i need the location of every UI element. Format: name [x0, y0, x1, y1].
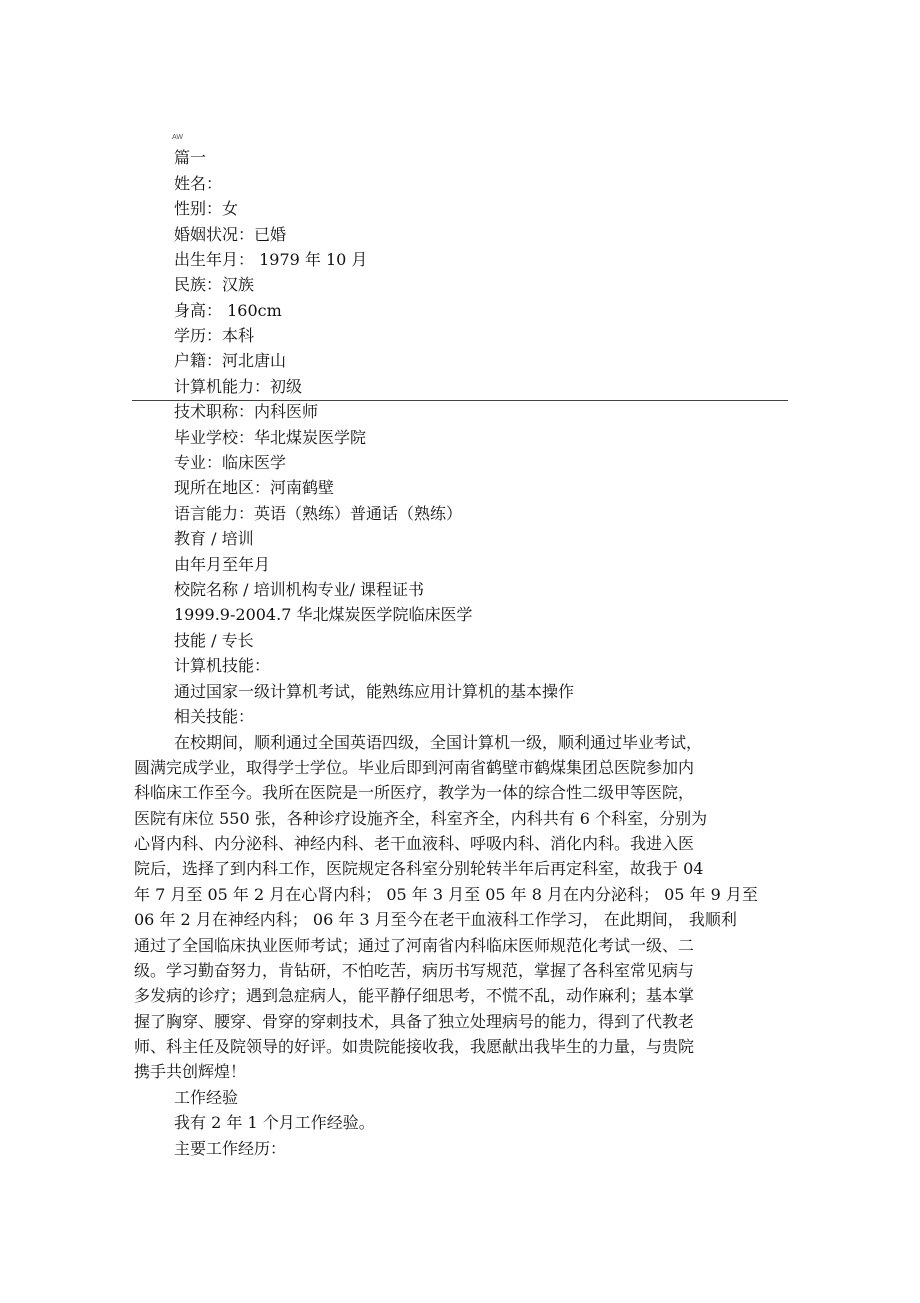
- profile-computer: 计算机能力：初级: [174, 377, 303, 396]
- summary-line: 06 年 2 月在神经内科； 06 年 3 月至今在老干血液科工作学习， 在此期间， 我顺利: [134, 910, 737, 929]
- computer-skills-heading: 计算机技能：: [174, 656, 271, 675]
- work-heading: 工作经验: [174, 1088, 239, 1107]
- summary-line: 携手共创辉煌！: [134, 1062, 247, 1081]
- profile-name: 姓名：: [174, 174, 223, 193]
- profile-degree: 学历：本科: [174, 326, 255, 345]
- profile-hometown: 户籍：河北唐山: [174, 351, 287, 370]
- summary-line: 握了胸穿、腰穿、骨穿的穿刺技术，具备了独立处理病号的能力，得到了代教老: [134, 1012, 695, 1031]
- divider: [132, 400, 788, 401]
- summary-line: 通过了全国临床执业医师考试；通过了河南省内科临床医师规范化考试一级、二: [134, 936, 695, 955]
- summary-line: 医院有床位 550 张，各种诊疗设施齐全，科室齐全，内科共有 6 个科室，分别为: [134, 809, 708, 828]
- skills-heading: 技能 / 专长: [174, 631, 254, 650]
- related-skills-heading: 相关技能：: [174, 707, 255, 726]
- education-period: 由年月至年月: [174, 555, 271, 574]
- education-columns: 校院名称 / 培训机构专业/ 课程证书: [174, 580, 425, 599]
- computer-skills-text: 通过国家一级计算机考试，能熟练应用计算机的基本操作: [174, 682, 575, 701]
- summary-line: 在校期间，顺利通过全国英语四级，全国计算机一级，顺利通过毕业考试，: [174, 733, 703, 752]
- summary-line: 师、科主任及院领导的好评。如贵院能接收我，我愿献出我毕生的力量，与贵院: [134, 1037, 695, 1056]
- profile-major: 专业：临床医学: [174, 453, 287, 472]
- profile-ethnicity: 民族：汉族: [174, 275, 255, 294]
- summary-line: 级。学习勤奋努力，肯钻研，不怕吃苦，病历书写规范，掌握了各科室常见病与: [134, 961, 695, 980]
- header-mark: AW: [172, 134, 184, 141]
- profile-birth: 出生年月： 1979 年 10 月: [174, 250, 368, 269]
- profile-height: 身高： 160cm: [174, 301, 282, 320]
- profile-region: 现所在地区：河南鹤壁: [174, 478, 335, 497]
- summary-line: 心肾内科、内分泌科、神经内科、老干血液科、呼吸内科、消化内科。我进入医: [134, 834, 695, 853]
- profile-marital: 婚姻状况：已婚: [174, 225, 287, 244]
- education-heading: 教育 / 培训: [174, 529, 254, 548]
- section-title: 篇一: [174, 148, 207, 167]
- profile-gender: 性别：女: [174, 199, 239, 218]
- profile-school: 毕业学校：华北煤炭医学院: [174, 428, 367, 447]
- summary-line: 年 7 月至 05 年 2 月在心肾内科； 05 年 3 月至 05 年 8 月在内分泌科； 05 年 9 月至: [134, 885, 758, 904]
- profile-title: 技术职称：内科医师: [174, 402, 319, 421]
- education-entry: 1999.9-2004.7 华北煤炭医学院临床医学: [174, 605, 473, 624]
- summary-line: 多发病的诊疗；遇到急症病人，能平静仔细思考，不慌不乱，动作麻利；基本掌: [134, 986, 695, 1005]
- work-experience: 我有 2 年 1 个月工作经验。: [174, 1113, 375, 1132]
- profile-language: 语言能力：英语（熟练）普通话（熟练）: [174, 504, 463, 523]
- summary-line: 圆满完成学业，取得学士学位。毕业后即到河南省鹤壁市鹤煤集团总医院参加内: [134, 758, 695, 777]
- summary-line: 科临床工作至今。我所在医院是一所医疗，教学为一体的综合性二级甲等医院，: [134, 783, 695, 802]
- work-history-heading: 主要工作经历：: [174, 1139, 287, 1158]
- summary-line: 院后，选择了到内科工作，医院规定各科室分别轮转半年后再定科室，故我于 04: [134, 859, 704, 878]
